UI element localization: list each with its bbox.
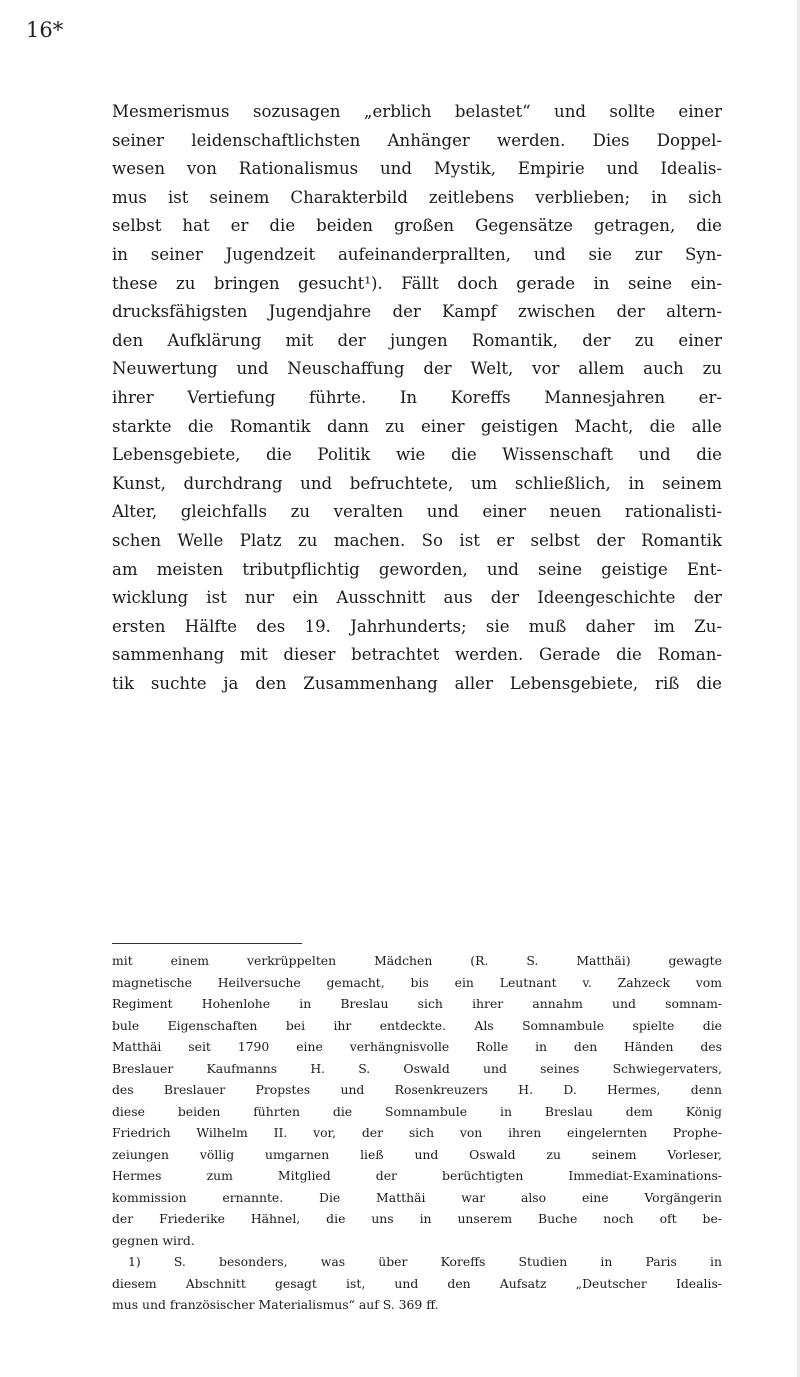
main-text [112, 98, 722, 698]
text-line: Lebensgebiete, die Politik wie die Wissenschaft und die [112, 445, 722, 465]
footnote-line: des Breslauer Propstes und Rosenkreuzers H. D. Hermes, denn [112, 1082, 722, 1097]
text-line: these zu bringen gesucht¹). Fällt doch gerade in seine ein- [112, 273, 722, 293]
text-line: Mesmerismus sozusagen „erblich belastet“ und sollte einer [112, 102, 722, 121]
footnotes [112, 950, 722, 1316]
text-line: tik suchte ja den Zusammenhang aller Lebensgebiete, riß die [112, 673, 722, 693]
text-line: am meisten tributpflichtig geworden, und seine geistige Ent- [112, 559, 722, 579]
text-line: wicklung ist nur ein Ausschnitt aus der Ideengeschichte der [112, 588, 722, 608]
footnote-line: mit einem verkrüppelten Mädchen (R. S. Matthäi) gewagte [112, 953, 722, 968]
footnote-line: kommission ernannte. Die Matthäi war also eine Vorgängerin [112, 1189, 722, 1205]
page-number: 16* [26, 18, 64, 42]
text-line: seiner leidenschaftlichsten Anhänger werden. Dies Doppel- [112, 130, 722, 150]
footnote-line: magnetische Heilversuche gemacht, bis ein Leutnant v. Zahzeck vom [112, 974, 722, 990]
text-line: ihrer Vertiefung führte. In Koreffs Mannesjahren er- [112, 387, 722, 407]
footnote-line: mus und französischer Materialismus“ auf S. 369 ff. [112, 1297, 439, 1312]
text-line: den Aufklärung mit der jungen Romantik, der zu einer [112, 330, 722, 350]
footnote-line: Hermes zum Mitglied der berüchtigten Immediat-Examinations- [112, 1168, 722, 1183]
text-line: Neuwertung und Neuschaffung der Welt, vor allem auch zu [112, 359, 722, 379]
text-line: Kunst, durchdrang und befruchtete, um schließlich, in seinem [112, 473, 722, 493]
footnote-line: diese beiden führten die Somnambule in Breslau dem König [112, 1103, 722, 1119]
text-line: schen Welle Platz zu machen. So ist er selbst der Romantik [112, 530, 722, 550]
footnote-line: bule Eigenschaften bei ihr entdeckte. Als Somnambule spielte die [112, 1017, 722, 1033]
footnote-divider [112, 943, 302, 944]
footnote-line: Matthäi seit 1790 eine verhängnisvolle Rolle in den Händen des [112, 1039, 722, 1054]
footnote-line: Regiment Hohenlohe in Breslau sich ihrer annahm und somnam- [112, 996, 722, 1011]
footnote-line: zeiungen völlig umgarnen ließ und Oswald zu seinem Vorleser, [112, 1146, 722, 1162]
text-line: starkte die Romantik dann zu einer geistigen Macht, die alle [112, 416, 722, 436]
text-line: wesen von Rationalismus und Mystik, Empirie und Idealis- [112, 159, 722, 179]
text-line: drucksfähigsten Jugendjahre der Kampf zwischen der altern- [112, 302, 722, 322]
text-line: selbst hat er die beiden großen Gegensätze getragen, die [112, 216, 722, 236]
text-line: ersten Hälfte des 19. Jahrhunderts; sie muß daher im Zu- [112, 616, 722, 636]
footnote-line: gegnen wird. [112, 1232, 195, 1248]
footnote-line: diesem Abschnitt gesagt ist, und den Aufsatz „Deutscher Idealis- [112, 1275, 722, 1291]
footnote-line: der Friederike Hähnel, die uns in unserem Buche noch oft be- [112, 1211, 722, 1226]
text-line: Alter, gleichfalls zu veralten und einer neuen rationalisti- [112, 502, 722, 522]
text-line: mus ist seinem Charakterbild zeitlebens verblieben; in sich [112, 187, 722, 207]
footnote-line: Friedrich Wilhelm II. vor, der sich von ihren eingelernten Prophe- [112, 1125, 722, 1140]
footnote-line: Breslauer Kaufmanns H. S. Oswald und seines Schwiegervaters, [112, 1060, 722, 1076]
text-line: sammenhang mit dieser betrachtet werden. Gerade die Roman- [112, 645, 722, 665]
footnote-line: 1) S. besonders, was über Koreffs Studien in Paris in [128, 1254, 722, 1269]
text-line: in seiner Jugendzeit aufeinanderprallten, und sie zur Syn- [112, 244, 722, 264]
